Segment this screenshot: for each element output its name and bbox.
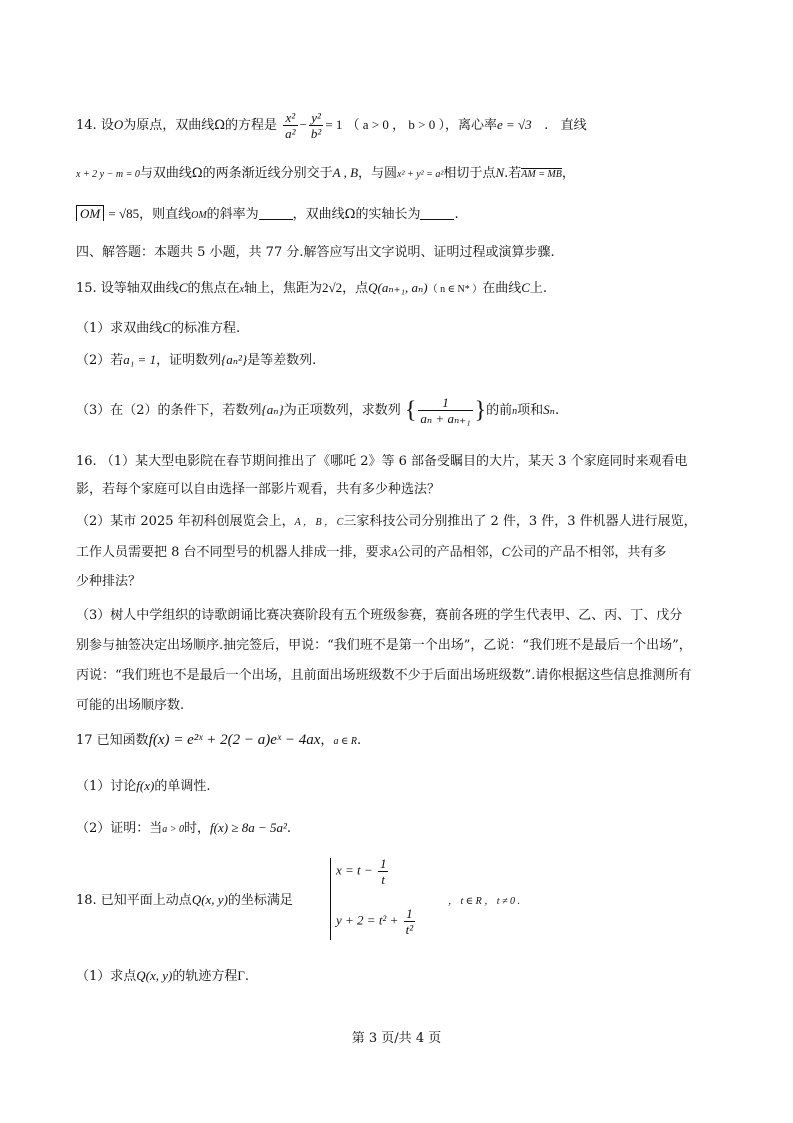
answer-blank-2[interactable] — [420, 205, 454, 220]
q17-part1: （1）讨论f(x)的单调性. — [76, 778, 211, 794]
q18-line1: 18. 已知平面上动点Q(x, y)的坐标满足 — [76, 892, 293, 908]
q16-line4: 工作人员需要把 8 台不同型号的机器人排成一排，要求A公司的产品相邻，C公司的产品不相邻，共有多 — [76, 544, 667, 560]
q16-line1: 16. （1）某大型电影院在春节期间推出了《哪吒 2》等 6 部备受瞩目的大片，某天 3 个家庭同时来观看电 — [76, 454, 688, 469]
q18-eq1: x = t − $\frac{1}{t}$ — [336, 856, 387, 887]
sequence-fraction: $\frac{1}{\text{aₙ + aₙ₊₁}}$ — [420, 395, 471, 426]
om-vector-magnitude: OM — [76, 205, 104, 221]
q16-line5: 少种排法？ — [76, 574, 142, 589]
q16-line2: 影，若每个家庭可以自由选择一部影片观看，共有多少种选法？ — [76, 482, 441, 497]
section-heading: 四、解答题：本题共 5 小题，共 77 分.解答应写出文字说明、证明过程或演算步骤. — [76, 245, 555, 260]
q18-condition: ， t ∈ R ， t ≠ 0 . — [448, 896, 521, 907]
q18-eq2: y + 2 = t² + $\frac{1}{\text{t²}}$ — [336, 906, 414, 937]
y2-over-b2: $\frac{\text{y²}}{\text{b²}}$ — [310, 110, 322, 141]
q18-part1: （1）求点Q(x, y)的轨迹方程Γ. — [76, 968, 250, 984]
page-footer: 第 3 页/共 4 页 — [351, 1031, 442, 1046]
q15-part2: （2）若a₁ = 1，证明数列{aₙ²}是等差数列. — [76, 352, 317, 368]
answer-blank-1[interactable] — [259, 205, 293, 220]
q17-part2: （2）证明：当a > 0时，f(x) ≥ 8a − 5a². — [76, 820, 292, 836]
q17-line1: 17 已知函数f(x) = e²ˣ + 2(2 − a)eˣ − 4ax，a ∈ R. — [76, 732, 362, 748]
q14-line2: x + 2 y − m = 0与双曲线Ω的两条渐近线分别交于A , B，与圆x² + y² = a²相切于点N.若AM = MB， — [76, 165, 575, 181]
q14-line1: 14. 设O为原点，双曲线Ω的方程是 $\frac{\text{x²}}{\text{a²}}$ − $\frac{\text{y²}}{\text{b²}}$ = 1 （ a > 0 ， b > 0 ），离心率e = √3 . 直线 — [76, 110, 587, 141]
q16-line6: （3）树人中学组织的诗歌朗诵比赛决赛阶段有五个班级参赛，赛前各班的学生代表甲、乙、丙、丁、戊分 — [76, 608, 683, 623]
q15-part3: （3）在（2）的条件下，若数列{aₙ}为正项数列，求数列 { $\frac{1}{\text{aₙ + aₙ₊₁}}$ }的前n项和Sₙ. — [76, 395, 560, 426]
q15-part1: （1）求双曲线C的标准方程. — [76, 320, 241, 336]
q16-line3: （2）某市 2025 年初科创展览会上，A ， B ， C三家科技公司分别推出了 2 件，3 件，3 件机器人进行展览， — [76, 514, 697, 529]
q16-line9: 可能的出场顺序数. — [76, 698, 185, 713]
q16-line8: 丙说：“我们班也不是最后一个出场，且前面出场班级数不少于后面出场班级数”.请你根据这些信息推测所有 — [76, 668, 692, 683]
q15-line1: 15. 设等轴双曲线C的焦点在x轴上，焦距为2√2，点Q(aₙ₊₁, aₙ)（ n ∈ N* ）在曲线C上. — [76, 280, 548, 296]
q16-line7: 别参与抽签决定出场顺序.抽完签后，甲说：“我们班不是第一个出场”，乙说：“我们班不是最后一个出场”， — [76, 638, 692, 653]
x2-over-a2: $\frac{\text{x²}}{\text{a²}}$ — [285, 110, 296, 141]
q14-line3: OM = √85，则直线OM的斜率为 ，双曲线Ω的实轴长为 . — [76, 204, 459, 226]
